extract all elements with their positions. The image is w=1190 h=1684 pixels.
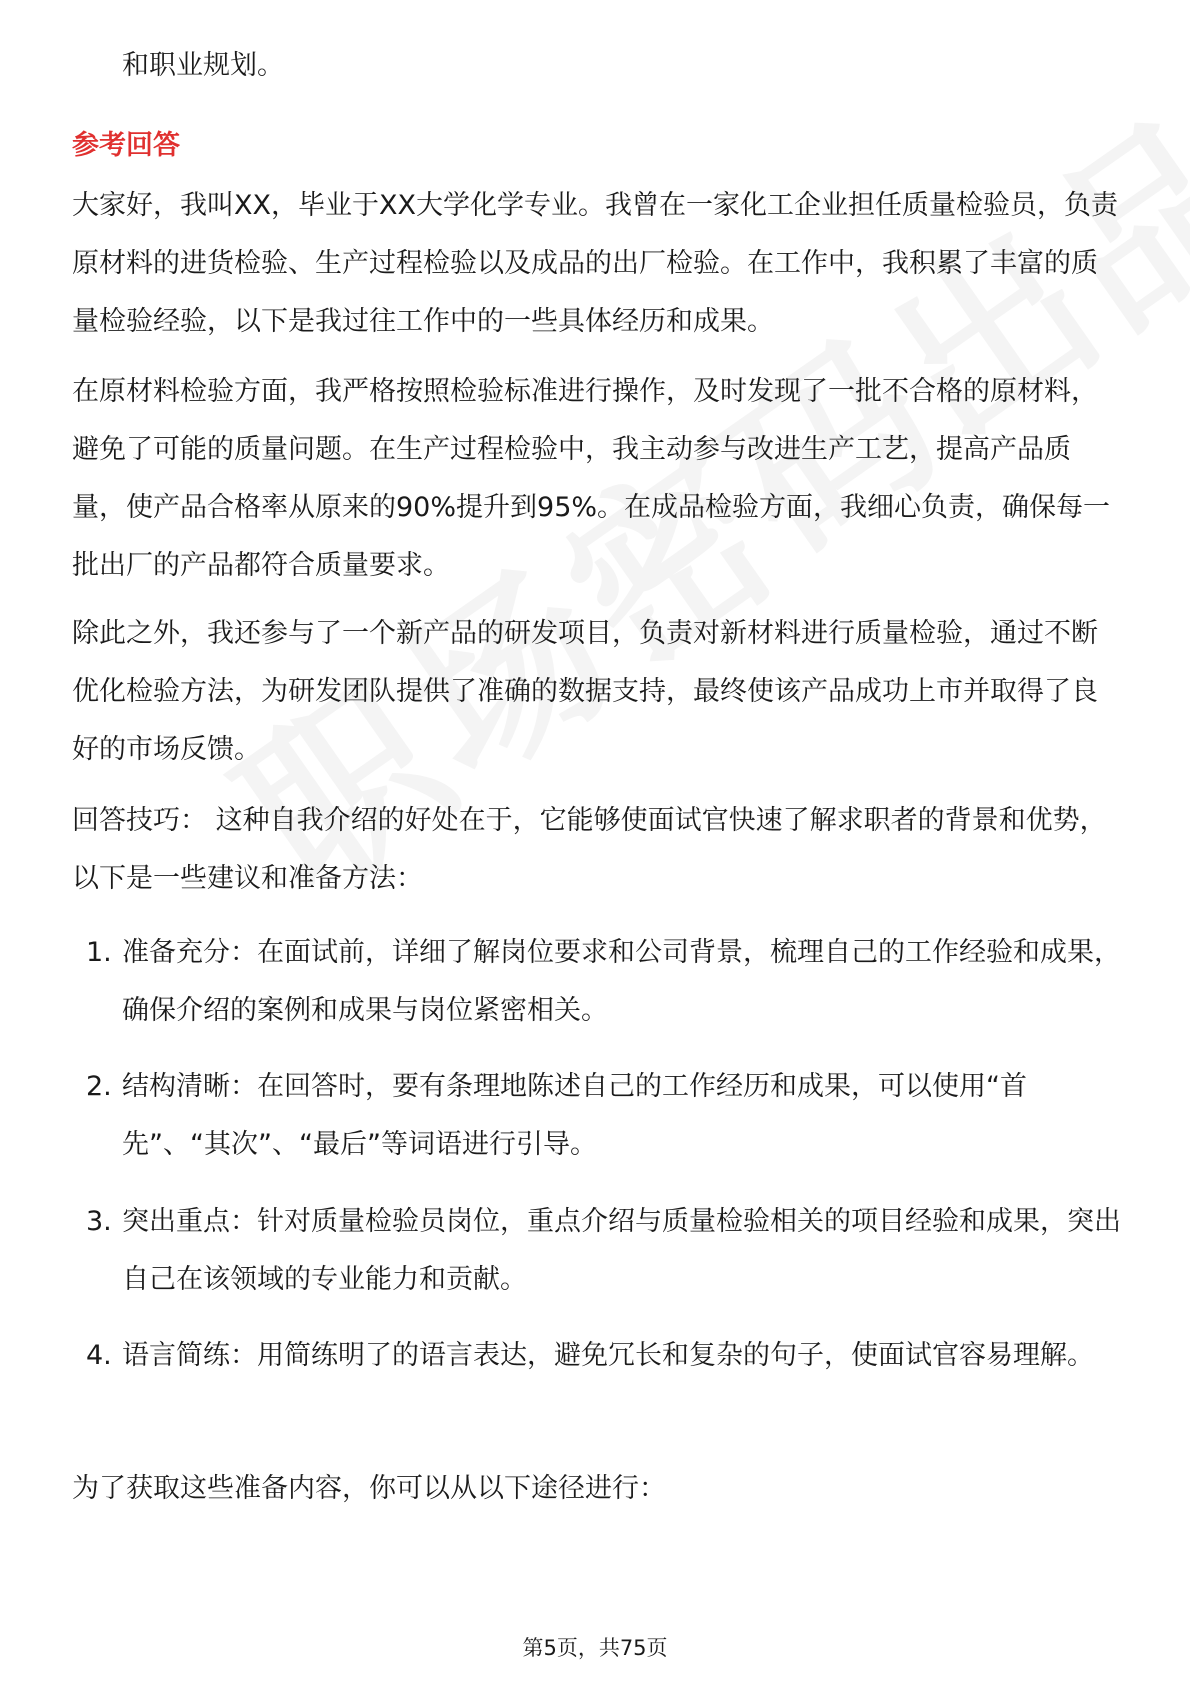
list-text: 突出重点：针对质量检验员岗位，重点介绍与质量检验相关的项目经验和成果，突出自己在该领域的专业能力和贡献。 <box>122 1206 1121 1295</box>
list-text: 结构清晰：在回答时，要有条理地陈述自己的工作经历和成果，可以使用“首先”、“其次”、“最后”等词语进行引导。 <box>122 1071 1027 1160</box>
list-number: 2. <box>86 1071 112 1102</box>
list-item <box>72 1058 1122 1174</box>
paragraph-3: 除此之外，我还参与了一个新产品的研发项目，负责对新材料进行质量检验，通过不断优化检验方法，为研发团队提供了准确的数据支持，最终使该产品成功上市并取得了良好的市场反馈。 <box>72 618 1098 765</box>
paragraph-1: 大家好，我叫XX，毕业于XX大学化学专业。我曾在一家化工企业担任质量检验员，负责原材料的进货检验、生产过程检验以及成品的出厂检验。在工作中，我积累了丰富的质量检验经验，以下是我过往工作中的一些具体经历和成果。 <box>72 190 1118 337</box>
intro-continuation: 和职业规划。 <box>122 50 284 81</box>
list-item <box>72 1193 1122 1309</box>
closing-paragraph: 为了获取这些准备内容，你可以从以下途径进行： <box>72 1473 666 1504</box>
list-item <box>72 1327 1122 1385</box>
list-item <box>72 924 1122 1040</box>
list-number: 3. <box>86 1206 112 1237</box>
section-heading: 参考回答 <box>72 130 180 161</box>
list-number: 1. <box>86 937 112 968</box>
answer-tips-paragraph: 回答技巧： 这种自我介绍的好处在于，它能够使面试官快速了解求职者的背景和优势，以下是一些建议和准备方法： <box>72 805 1107 894</box>
list-text: 语言简练：用简练明了的语言表达，避免冗长和复杂的句子，使面试官容易理解。 <box>122 1340 1094 1371</box>
page-footer: 第5页，共75页 <box>522 1636 668 1660</box>
paragraph-2: 在原材料检验方面，我严格按照检验标准进行操作，及时发现了一批不合格的原材料，避免了可能的质量问题。在生产过程检验中，我主动参与改进生产工艺，提高产品质量，使产品合格率从原来的90%提升到95%。在成品检验方面，我细心负责，确保每一批出厂的产品都符合质量要求。 <box>72 376 1111 581</box>
list-number: 4. <box>86 1340 112 1371</box>
list-text: 准备充分：在面试前，详细了解岗位要求和公司背景，梳理自己的工作经验和成果，确保介绍的案例和成果与岗位紧密相关。 <box>122 937 1121 1026</box>
